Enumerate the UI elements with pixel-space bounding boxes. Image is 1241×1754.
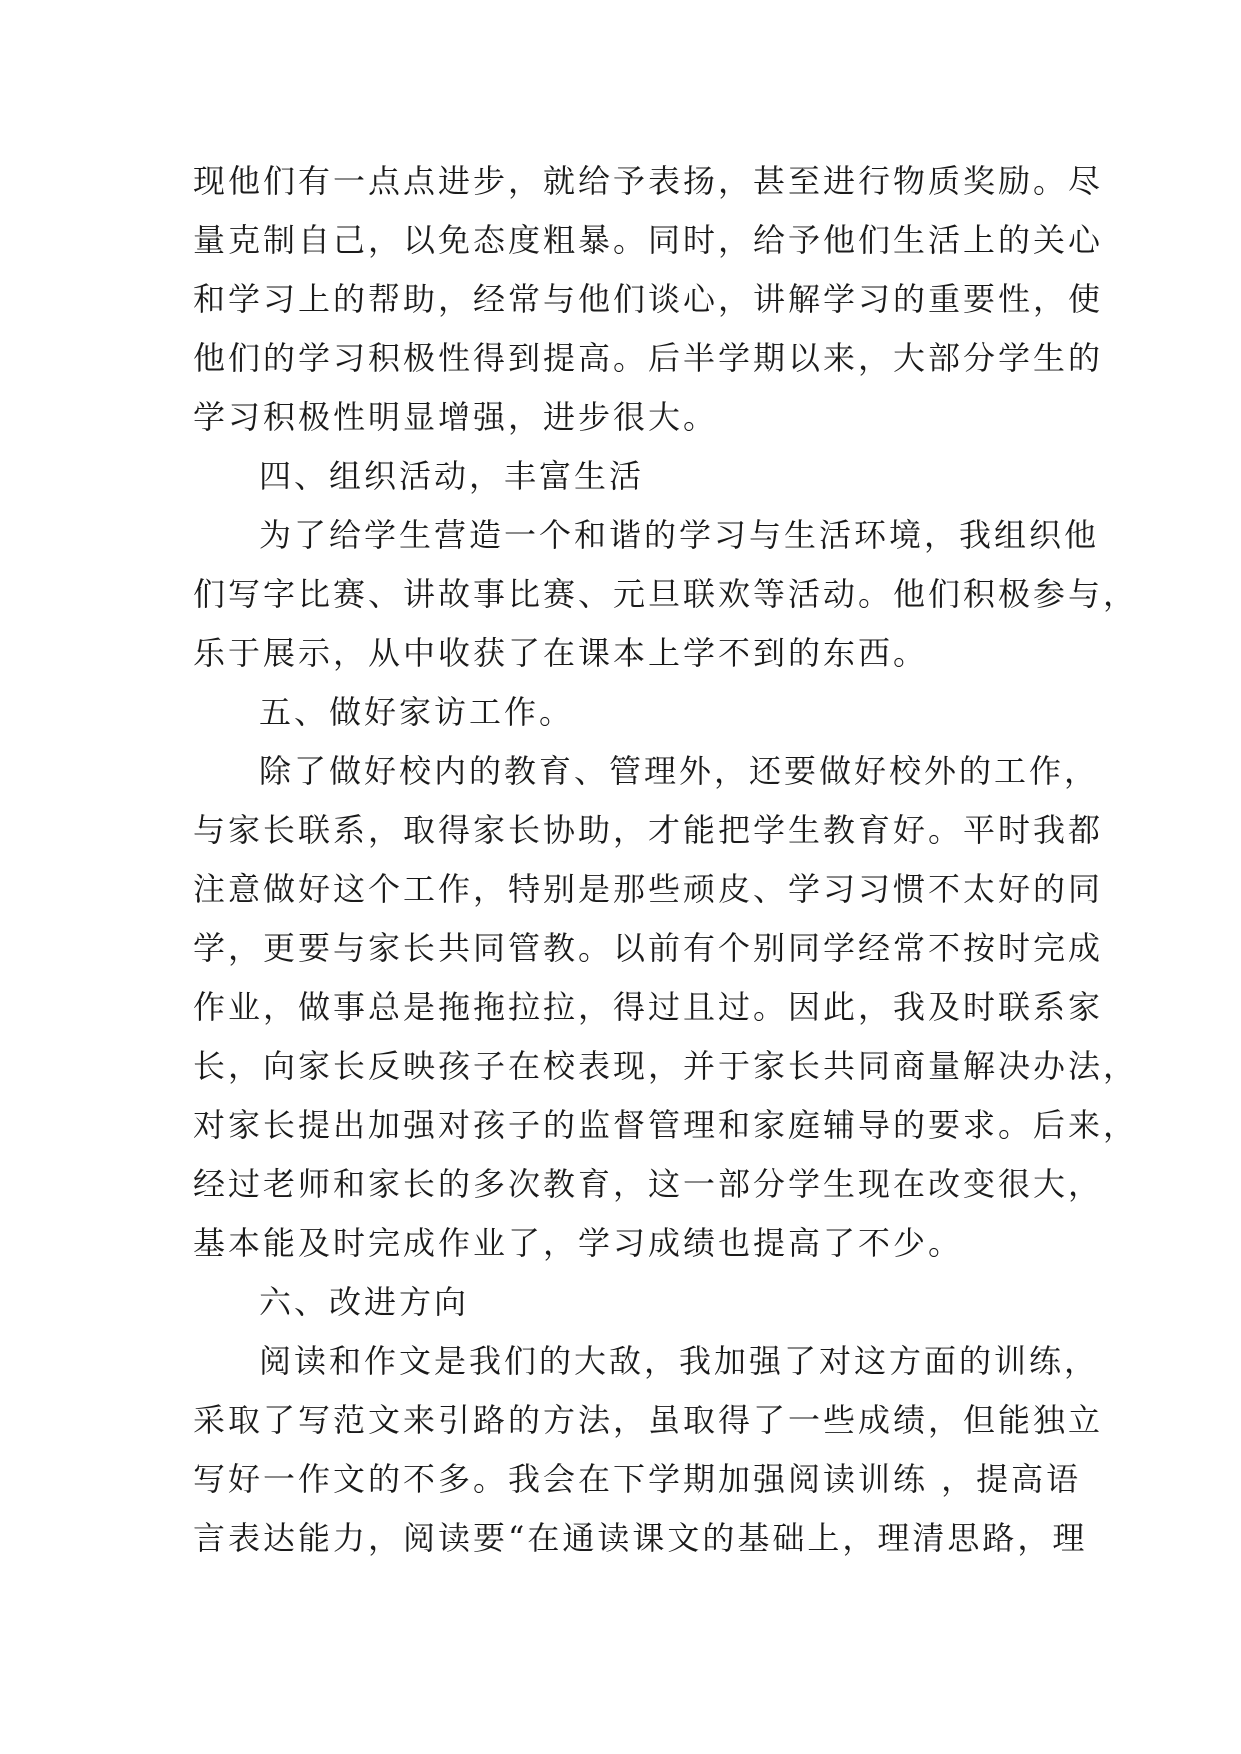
text-line: 除了做好校内的教育、管理外，还要做好校外的工作，: [259, 752, 1100, 790]
text-line: 对家长提出加强对孩子的监督管理和家庭辅导的要求。后来，: [193, 1106, 1139, 1144]
section-heading: 六、改进方向: [259, 1283, 470, 1321]
section-heading: 五、做好家访工作。: [259, 693, 575, 731]
text-line: 学，更要与家长共同管教。以前有个别同学经常不按时完成: [193, 929, 1104, 967]
text-line: 们写字比赛、讲故事比赛、元旦联欢等活动。他们积极参与，: [193, 575, 1139, 613]
text-line: 他们的学习积极性得到提高。后半学期以来，大部分学生的: [193, 339, 1104, 377]
text-line: 阅读和作文是我们的大敌，我加强了对这方面的训练，: [259, 1342, 1100, 1380]
text-line: 学习积极性明显增强，进步很大。: [193, 398, 719, 436]
text-line: 长，向家长反映孩子在校表现，并于家长共同商量解决办法，: [193, 1047, 1139, 1085]
section-heading: 四、组织活动，丰富生活: [259, 457, 645, 495]
text-line: 量克制自己，以免态度粗暴。同时，给予他们生活上的关心: [193, 221, 1104, 259]
text-line: 乐于展示，从中收获了在课本上学不到的东西。: [193, 634, 929, 672]
text-line: 写好一作文的不多。我会在下学期加强阅读训练 ，提高语: [193, 1460, 1082, 1498]
text-line: 现他们有一点点进步，就给予表扬，甚至进行物质奖励。尽: [193, 162, 1104, 200]
text-line: 经过老师和家长的多次教育，这一部分学生现在改变很大，: [193, 1165, 1104, 1203]
text-line: 基本能及时完成作业了，学习成绩也提高了不少。: [193, 1224, 964, 1262]
text-line: 注意做好这个工作，特别是那些顽皮、学习习惯不太好的同: [193, 870, 1104, 908]
text-line: 采取了写范文来引路的方法，虽取得了一些成绩，但能独立: [193, 1401, 1104, 1439]
text-line: 与家长联系，取得家长协助，才能把学生教育好。平时我都: [193, 811, 1104, 849]
document-body: [193, 152, 1139, 1568]
text-line: 为了给学生营造一个和谐的学习与生活环境，我组织他: [259, 516, 1100, 554]
text-line: 和学习上的帮助，经常与他们谈心，讲解学习的重要性，使: [193, 280, 1104, 318]
text-line: 言表达能力，阅读要“在通读课文的基础上，理清思路，理: [193, 1519, 1088, 1557]
text-line: 作业，做事总是拖拖拉拉，得过且过。因此，我及时联系家: [193, 988, 1104, 1026]
